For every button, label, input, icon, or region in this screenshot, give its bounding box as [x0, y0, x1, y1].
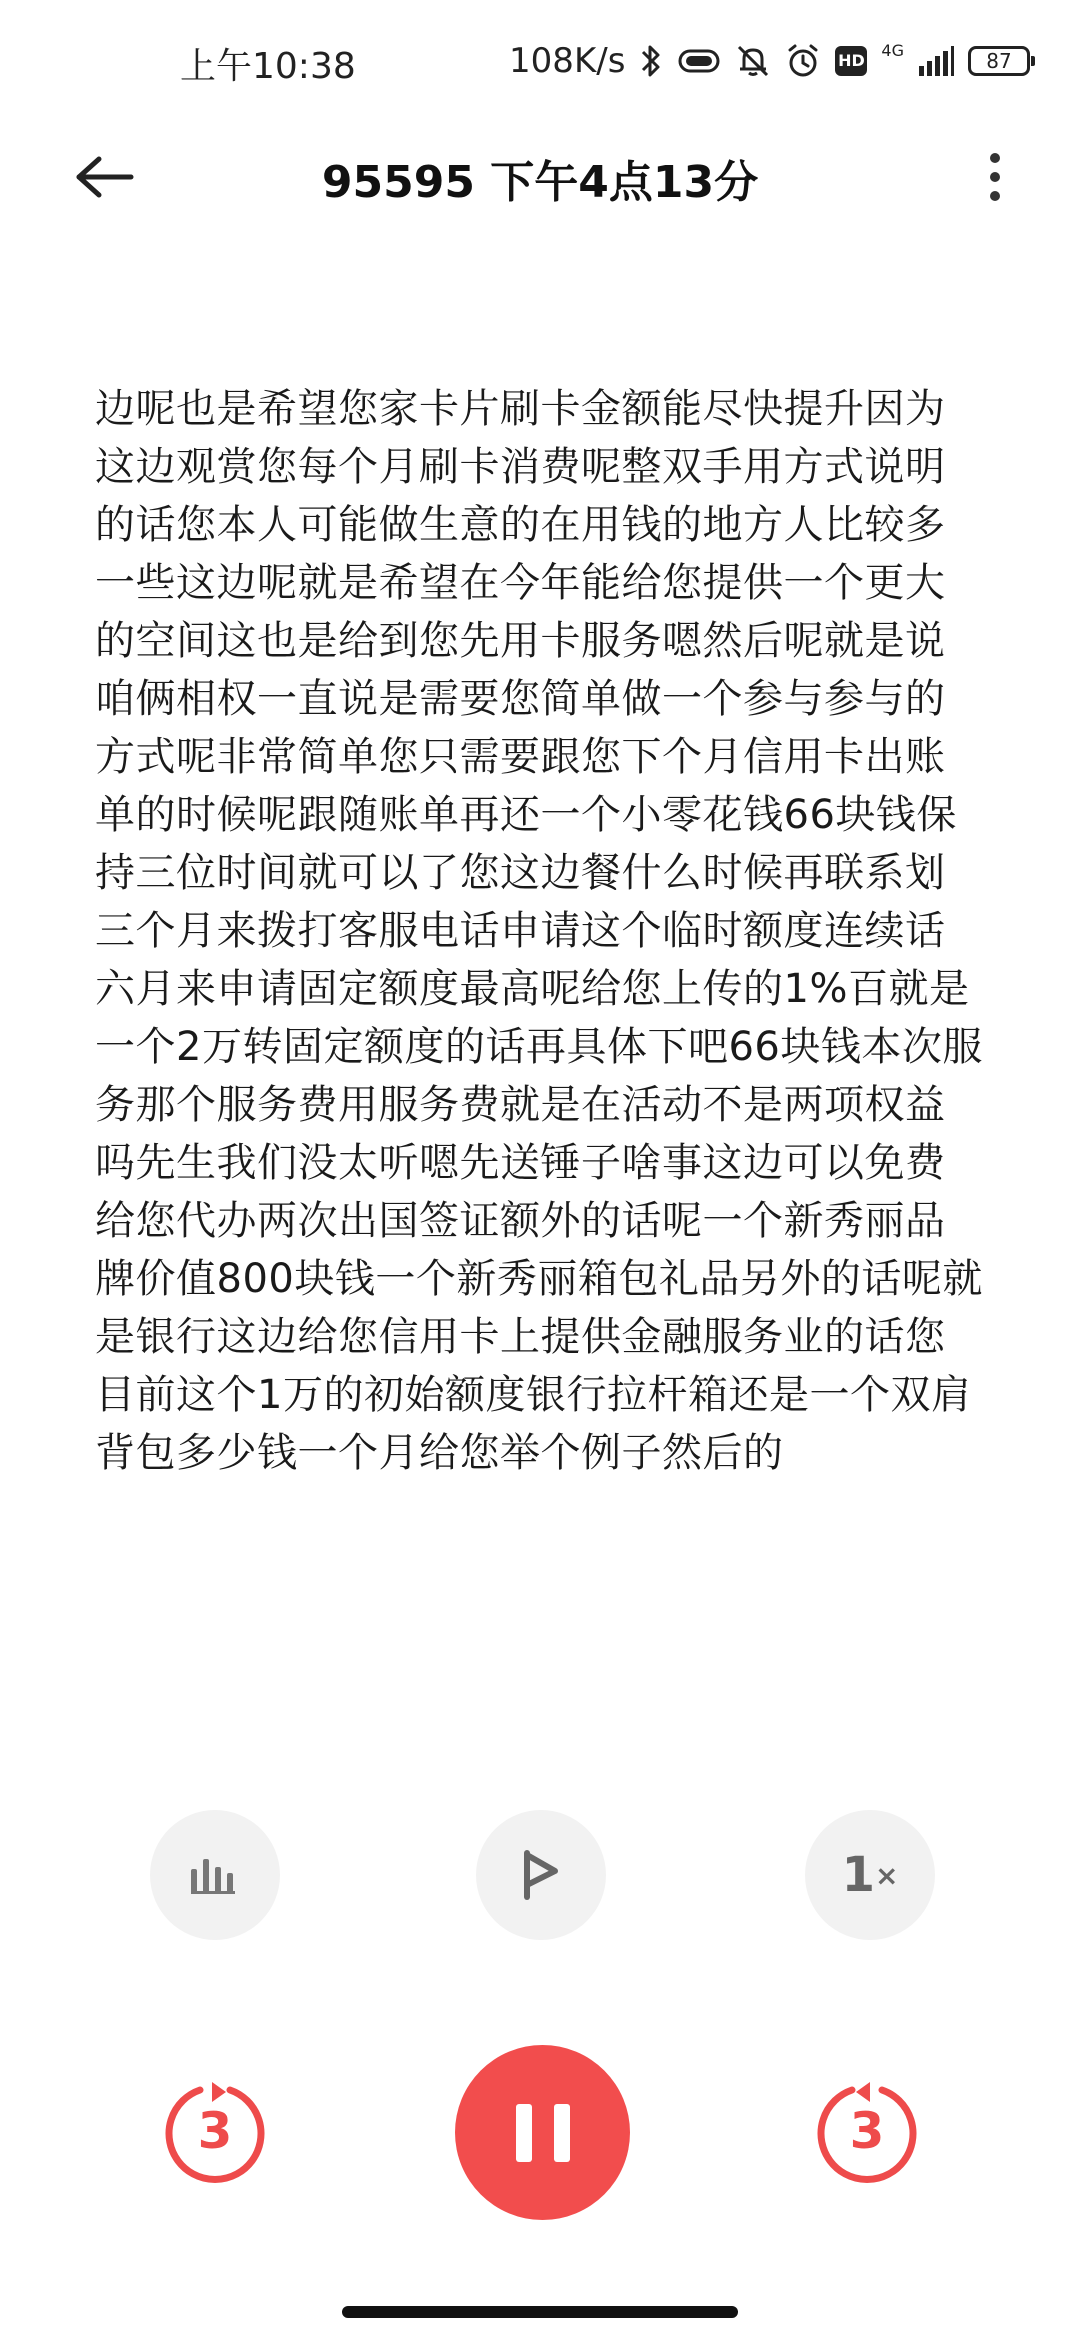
- pause-icon: [516, 2104, 570, 2162]
- forward-seconds: 3: [849, 2102, 885, 2160]
- battery-icon: 87: [968, 46, 1030, 76]
- net-speed: 108K/s: [509, 41, 626, 81]
- rewind-seconds: 3: [197, 2102, 233, 2160]
- status-time: 上午10:38: [180, 46, 356, 87]
- playback-speed-button[interactable]: [805, 1810, 935, 1940]
- flag-icon: [521, 1849, 561, 1901]
- pause-button[interactable]: [455, 2045, 630, 2220]
- alarm-icon: [785, 43, 821, 79]
- hd-icon: HD: [835, 46, 867, 76]
- signal-icon: [918, 46, 954, 76]
- primary-controls: [0, 2045, 1080, 2225]
- more-options-button[interactable]: [960, 142, 1030, 212]
- status-icons: [509, 36, 1030, 86]
- more-vert-icon: [988, 152, 1002, 202]
- speed-suffix: ×: [874, 1858, 899, 1892]
- vibrate-icon: [677, 46, 721, 76]
- network-type: 4G: [881, 41, 904, 60]
- waveform-icon: [189, 1855, 241, 1895]
- transcript-text: 边呢也是希望您家卡片刷卡金额能尽快提升因为这边观赏您每个月刷卡消费呢整双手用方式说明的话您本人可能做生意的在用钱的地方人比较多一些这边呢就是希望在今年能给您提供一个更大的空间这也是给到您先用卡服务嗯然后呢就是说咱俩相权一直说是需要您简单做一个参与参与的方式呢非常简单您只需要跟您下个月信用卡出账单的时候呢跟随账单再还一个小零花钱66块钱保持三位时间就可以了您这边餐什么时候再联系划三个月来拨打客服电话申请这个临时额度连续话六月来申请固定额度最高呢给您上传的1%百就是一个2万转固定额度的话再具体下吧66块钱本次服务那个服务费用服务费就是在活动不是两项权益吗先生我们没太听嗯先送锤子啥事这边可以免费给您代办两次出国签证额外的话呢一个新秀丽品牌价值800块钱一个新秀丽箱包礼品另外的话呢就是银行这边给您信用卡上提供金融服务业的话您目前这个1万的初始额度银行拉杆箱还是一个双肩背包多少钱一个月给您举个例子然后的: [95, 386, 983, 1476]
- waveform-button[interactable]: [150, 1810, 280, 1940]
- app-bar: [0, 120, 1080, 230]
- bluetooth-icon: [639, 43, 663, 79]
- speed-value: 1: [841, 1847, 875, 1903]
- status-bar: [0, 0, 1080, 120]
- secondary-controls: [0, 1810, 1080, 1940]
- mark-button[interactable]: [476, 1810, 606, 1940]
- page-title: 95595 下午4点13分: [321, 157, 759, 208]
- mute-icon: [735, 43, 771, 79]
- forward-3s-button[interactable]: [812, 2080, 922, 2190]
- home-indicator[interactable]: [342, 2306, 738, 2318]
- rewind-3s-button[interactable]: [160, 2080, 270, 2190]
